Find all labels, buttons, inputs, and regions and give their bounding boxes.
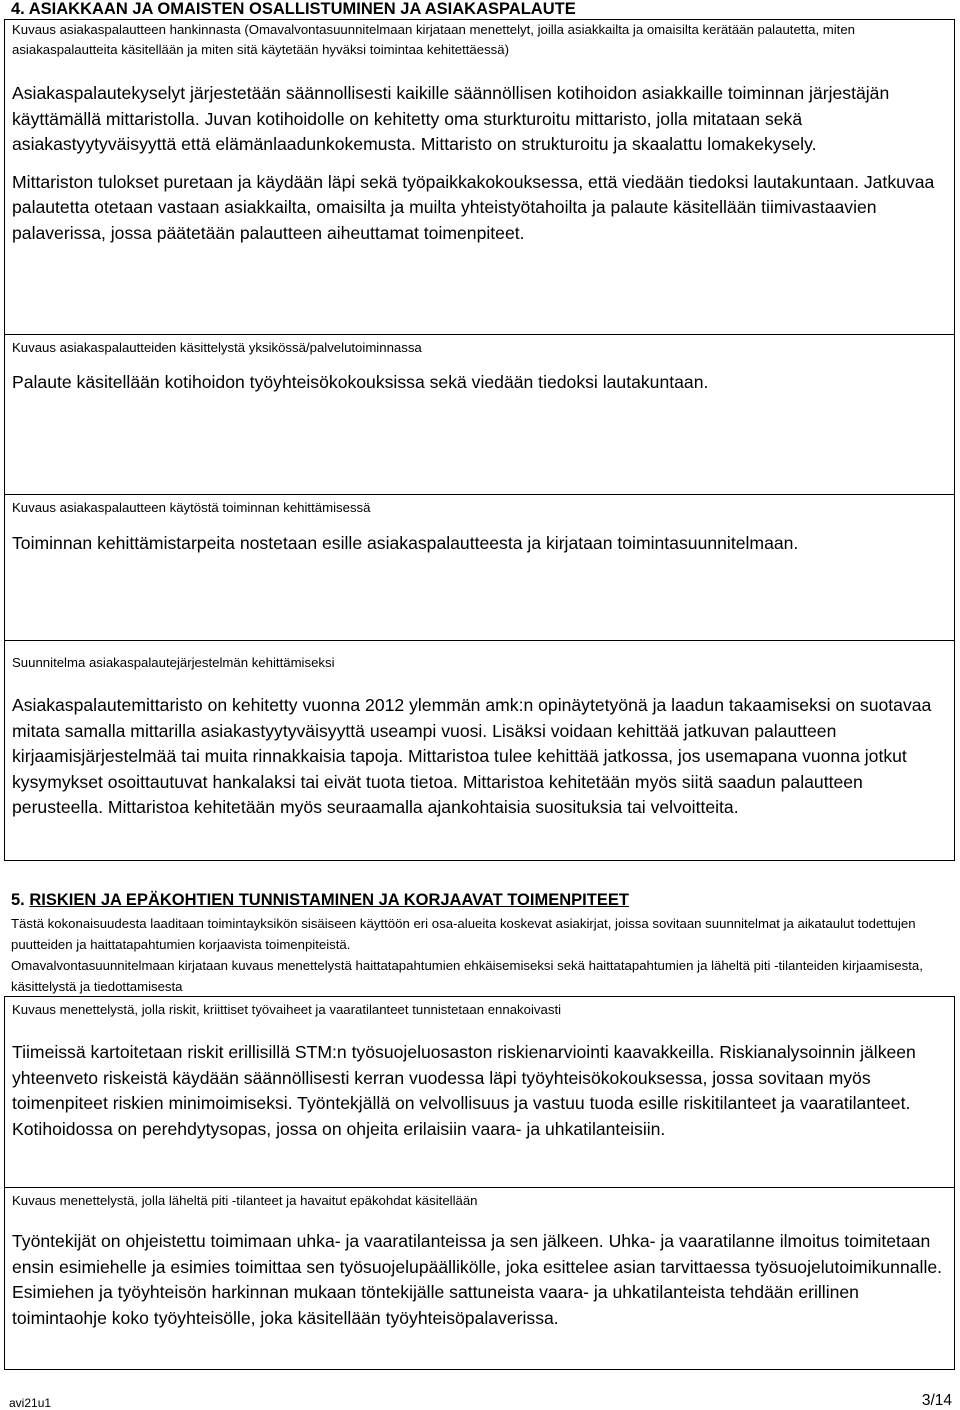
feedback-system-plan-text: Asiakaspalautemittaristo on kehitetty vuonna 2012 ylemmän amk:n opinäytetyönä ja laadun takaamiseksi on suotavaa mitata samalla mittarilla asiakastyytyväisyyttä useampi vuosi. Lisäksi voidaan kehittää jatkuvan palautteen kirjaamisjärjestelmää tai muita rinnakkaisia tapoja. Mittaristoa tulee kehittää jatkossa, jos usemapana vuonna jotkut kysymykset osoittautuvat hankalaksi tai eivät tuota tietoa. Mittaristoa kehitetään myös siitä saadun palautteen perusteella. Mittaristoa kehitetään myös seuraamalla ajankohtaisia suosituksia tai velvoitteita. bbox=[12, 695, 932, 818]
document-code: avi21u1 bbox=[9, 1396, 52, 1410]
feedback-usage-label: Kuvaus asiakaspalautteen käytöstä toiminnan kehittämisessä bbox=[12, 500, 371, 515]
section-5-intro bbox=[11, 913, 951, 997]
section-5-frame bbox=[4, 996, 955, 1370]
feedback-usage-text: Toiminnan kehittämistarpeita nostetaan esille asiakaspalautteesta ja kirjataan toimintasuunnitelmaan. bbox=[12, 533, 799, 553]
feedback-usage-cell bbox=[5, 494, 954, 640]
section-4-heading: 4. ASIAKKAAN JA OMAISTEN OSALLISTUMINEN JA ASIAKASPALAUTE bbox=[11, 0, 576, 18]
section-5-title: RISKIEN JA EPÄKOHTIEN TUNNISTAMINEN JA KORJAAVAT TOIMENPITEET bbox=[29, 891, 629, 909]
near-miss-cell bbox=[5, 1187, 954, 1371]
intro-text: Kuvaus asiakaspalautteen hankinnasta (Omavalvontasuunnitelmaan kirjataan menettelyt, joilla asiakkailta ja omaisilta kerätään palautetta, miten asiakaspalautteita käsitellään ja miten sitä käytetään hyväksi toimintaa kehitettäessä) bbox=[12, 22, 856, 57]
section-5-heading bbox=[11, 891, 629, 910]
section-5-number: 5. bbox=[11, 891, 30, 909]
section-4-frame bbox=[4, 19, 955, 861]
feedback-system-plan-label: Suunnitelma asiakaspalautejärjestelmän kehittämiseksi bbox=[12, 655, 335, 670]
risk-identification-cell bbox=[5, 997, 954, 1187]
feedback-handling-text: Palaute käsitellään kotihoidon työyhteisökokouksissa sekä viedään tiedoksi lautakuntaan. bbox=[12, 372, 709, 392]
page-number: 3/14 bbox=[921, 1392, 952, 1409]
feedback-collection-body bbox=[5, 81, 954, 247]
near-miss-text: Työntekijät on ohjeistettu toimimaan uhka- ja vaaratilanteissa ja sen jälkeen. Uhka- ja vaaratilanne ilmoitus toimitetaan ensin esimiehelle ja esimies toimittaa sen työsuojelupäällikölle, joka esittelee asian tarvittaessa työsuojelutoimikunnalle. Esimiehen ja työyhteisön harkinnan mukaan töntekijälle sattuneista vaara- ja uhkatilanteista tehdään erillinen toimintaohje koko työyhteisölle, joka käsitellään työyhteisöpalaverissa. bbox=[12, 1231, 943, 1328]
feedback-collection-intro bbox=[5, 20, 954, 59]
risk-identification-label: Kuvaus menettelystä, jolla riskit, kriittiset työvaiheet ja vaaratilanteet tunnistetaan ennakoivasti bbox=[12, 1002, 562, 1017]
feedback-paragraph-1: Asiakaspalautekyselyt järjestetään säännollisesti kaikille säännöllisen kotihoidon asiakkaille toiminnan järjestäjän käyttämällä mittaristolla. Juvan kotihoidolle on kehitetty oma sturkturoitu mittaristo, jolla mitataan sekä asiakastyytyväisyyttä että elämänlaadunkokemusta. Mittaristo on strukturoitu ja skaalattu lomakekysely. bbox=[12, 83, 890, 155]
section-5-intro-2: Omavalvontasuunnitelmaan kirjataan kuvaus menettelystä haittatapahtumien ehkäisemiseksi sekä haittatapahtumien ja läheltä piti -tilanteiden kirjaamisesta, käsittelystä ja tiedottamisesta bbox=[11, 958, 923, 994]
feedback-paragraph-2: Mittariston tulokset puretaan ja käydään läpi sekä työpaikkakokouksessa, että viedään tiedoksi lautakuntaan. Jatkuvaa palautetta otetaan vastaan asiakkailta, omaisilta ja muilta yhteistyötahoilta ja palaute käsitellään tiimivastaavien palaverissa, jossa päätetään palautteen aiheuttamat toimenpiteet. bbox=[12, 171, 935, 243]
feedback-handling-cell bbox=[5, 334, 954, 494]
near-miss-label: Kuvaus menettelystä, jolla läheltä piti -tilanteet ja havaitut epäkohdat käsitellään bbox=[12, 1193, 478, 1208]
section-5-intro-1: Tästä kokonaisuudesta laaditaan toimintayksikön sisäiseen käyttöön eri osa-alueita koskevat asiakirjat, joissa sovitaan suunnitelmat ja aikataulut todettujen puutteiden ja haittatapahtumien korjaavista toimenpiteistä. bbox=[11, 916, 916, 952]
feedback-handling-label: Kuvaus asiakaspalautteiden käsittelystä yksikössä/palvelutoiminnassa bbox=[12, 340, 422, 355]
risk-identification-text: Tiimeissä kartoitetaan riskit erillisillä STM:n työsuojeluosaston riskienarviointi kaavakkeilla. Riskianalysoinnin jälkeen yhteenveto riskeistä käydään säännöllisesti kerran vuodessa läpi työyhteisökokouksessa, jossa sovitaan myös toimenpiteet riskien minimoimiseksi. Työntekjällä on velvollisuus ja vastuu tuoda esille riskitilanteet ja vaaratilanteet. Kotihoidossa on perehdytysopas, jossa on ohjeita erilaisiin vaara- ja uhkatilanteisiin. bbox=[12, 1042, 916, 1139]
feedback-system-plan-cell bbox=[5, 640, 954, 862]
